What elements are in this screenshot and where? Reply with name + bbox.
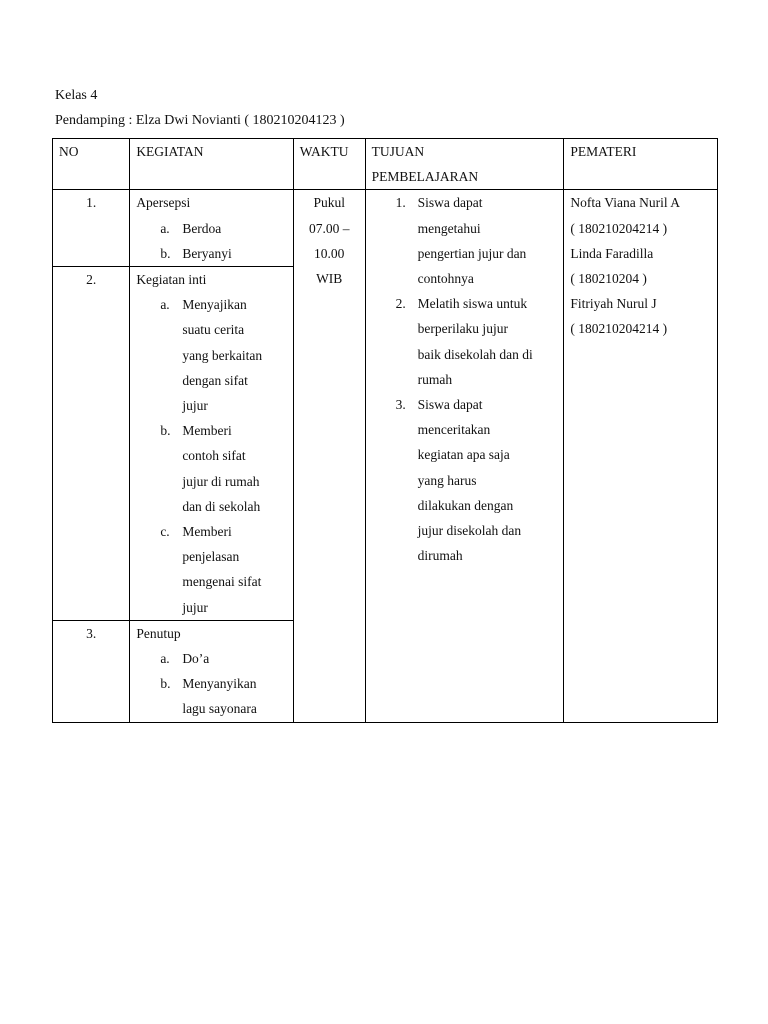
class-label: Kelas 4 <box>55 88 98 103</box>
row-number: 2. <box>53 267 130 621</box>
header-tujuan <box>365 139 564 190</box>
header-tujuan-line1: TUJUAN <box>371 144 425 159</box>
header-waktu: WAKTU <box>293 139 365 190</box>
header-kegiatan: KEGIATAN <box>130 139 293 190</box>
objective-item: 1. Siswa dapat mengetahui pengertian jujur dan contohnya <box>395 195 527 287</box>
presenter-id: ( 180210204214 ) <box>570 321 668 337</box>
header-pemateri: PEMATERI <box>564 139 718 190</box>
activity-subitem: c. Memberi penjelasan mengenai sifat jujur <box>160 524 262 615</box>
header-tujuan-line2: PEMBELAJARAN <box>371 169 479 185</box>
time-cell: Pukul 07.00 – 10.00 WIB <box>293 190 365 722</box>
activity-subitem: a. Do’a <box>160 651 210 667</box>
activity-cell <box>130 620 293 722</box>
objectives-cell <box>365 190 564 722</box>
activity-subitem: b. Menyanyikan lagu sayonara <box>160 676 257 717</box>
activity-title: Apersepsi <box>136 195 191 211</box>
activity-title: Penutup <box>136 625 181 641</box>
activity-cell <box>130 267 293 621</box>
header-no: NO <box>53 139 130 190</box>
row-number: 1. <box>53 190 130 267</box>
activity-title: Kegiatan inti <box>136 272 207 288</box>
table-header-row <box>53 139 718 190</box>
table-row <box>53 190 718 267</box>
activity-subitem: b. Memberi contoh sifat jujur di rumah dan di sekolah <box>160 423 261 514</box>
presenter-id: ( 180210204 ) <box>570 271 647 287</box>
activity-cell <box>130 190 293 267</box>
presenter-name: Nofta Viana Nuril A <box>570 195 680 211</box>
presenters-cell <box>564 190 718 722</box>
activity-subitem: a. Berdoa <box>160 220 222 236</box>
companion-label: Pendamping : Elza Dwi Novianti ( 180210204123 ) <box>55 113 345 128</box>
objective-item: 2. Melatih siswa untuk berperilaku jujur baik disekolah dan di rumah <box>395 296 533 387</box>
objective-item: 3. Siswa dapat menceritakan kegiatan apa saja yang harus dilakukan dengan jujur disekolah dan dirumah <box>395 397 522 564</box>
presenter-name: Fitriyah Nurul J <box>570 296 657 312</box>
row-number: 3. <box>53 620 130 722</box>
lesson-plan-table <box>52 138 718 723</box>
presenter-id: ( 180210204214 ) <box>570 220 668 236</box>
presenter-name: Linda Faradilla <box>570 245 654 261</box>
activity-subitem: b. Beryanyi <box>160 245 232 261</box>
activity-subitem: a. Menyajikan suatu cerita yang berkaitan dengan sifat jujur <box>160 297 263 414</box>
